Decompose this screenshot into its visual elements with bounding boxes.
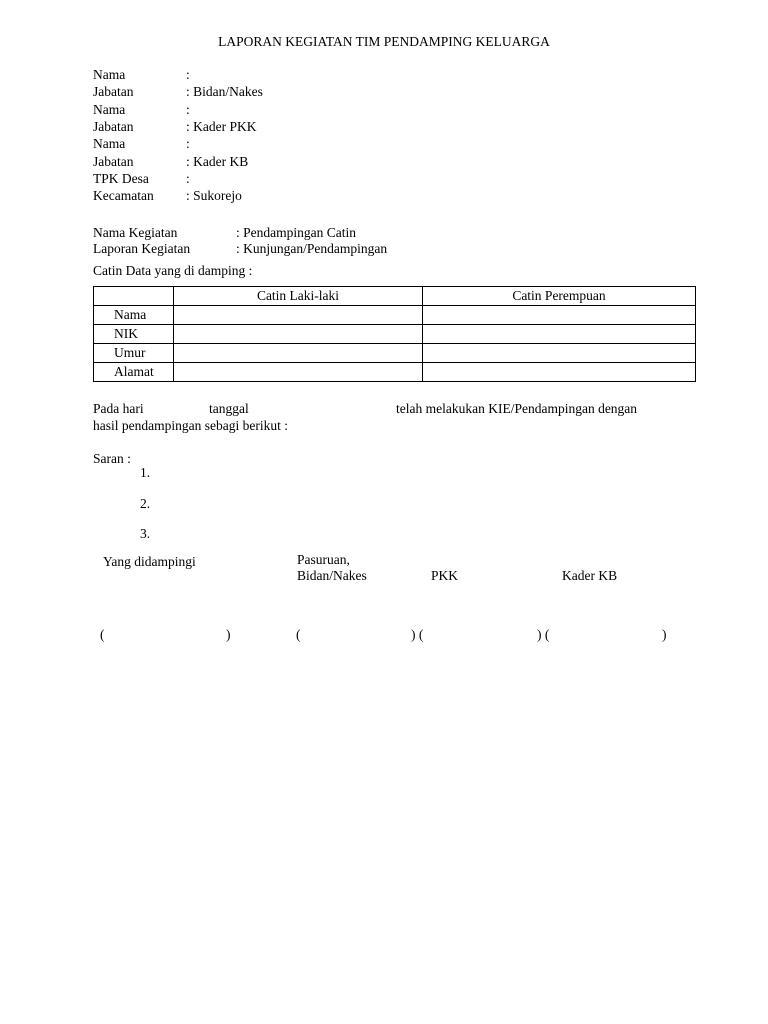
table-row-label: Umur bbox=[94, 344, 174, 363]
table-row bbox=[94, 306, 696, 325]
signature-bracket: ( bbox=[296, 627, 301, 642]
table-header-cell bbox=[94, 287, 174, 306]
kegiatan-label: Laporan Kegiatan bbox=[93, 241, 191, 256]
table-cell bbox=[174, 325, 423, 344]
table-cell bbox=[174, 306, 423, 325]
kegiatan-value: : Kunjungan/Pendampingan bbox=[236, 241, 388, 256]
identity-label: Kecamatan bbox=[93, 188, 154, 203]
identity-label: Nama bbox=[93, 136, 126, 151]
paragraph-line2: hasil pendampingan sebagi berikut : bbox=[93, 418, 288, 433]
table-row bbox=[94, 325, 696, 344]
signature-yang-didampingi: Yang didampingi bbox=[103, 554, 196, 569]
table-row bbox=[94, 344, 696, 363]
signature-bracket: ( bbox=[100, 627, 105, 642]
identity-label: Jabatan bbox=[93, 84, 134, 99]
table-cell bbox=[423, 325, 696, 344]
saran-item: 1. bbox=[140, 465, 151, 480]
document-title: LAPORAN KEGIATAN TIM PENDAMPING KELUARGA bbox=[218, 34, 550, 49]
table-header-cell: Catin Perempuan bbox=[423, 287, 696, 306]
saran-item: 3. bbox=[140, 526, 151, 541]
table-cell bbox=[174, 363, 423, 382]
pada-hari-text: Pada hari bbox=[93, 401, 144, 416]
table-row-label: Alamat bbox=[94, 363, 174, 382]
signature-bracket: ) bbox=[226, 627, 231, 642]
catin-heading: Catin Data yang di damping : bbox=[93, 263, 253, 278]
signature-bidan: Bidan/Nakes bbox=[297, 568, 367, 583]
signature-place: Pasuruan, bbox=[297, 552, 350, 567]
saran-label: Saran : bbox=[93, 451, 131, 466]
table-cell bbox=[423, 363, 696, 382]
table-header-row bbox=[94, 287, 696, 306]
tanggal-text: tanggal bbox=[209, 401, 249, 416]
table-row-label: NIK bbox=[94, 325, 174, 344]
identity-value: : bbox=[186, 136, 190, 151]
identity-value: : Kader KB bbox=[186, 154, 249, 169]
identity-label: TPK Desa bbox=[93, 171, 149, 186]
signature-bracket: ) bbox=[662, 627, 667, 642]
identity-value: : bbox=[186, 67, 190, 82]
saran-item: 2. bbox=[140, 496, 151, 511]
signature-bracket: ) ( bbox=[411, 627, 424, 642]
identity-label: Jabatan bbox=[93, 119, 134, 134]
signature-pkk: PKK bbox=[431, 568, 459, 583]
signature-bracket: ) ( bbox=[537, 627, 550, 642]
table-row bbox=[94, 363, 696, 382]
identity-value: : Kader PKK bbox=[186, 119, 257, 134]
identity-label: Nama bbox=[93, 67, 126, 82]
table-row-label: Nama bbox=[94, 306, 174, 325]
table-cell bbox=[423, 344, 696, 363]
catin-table bbox=[93, 286, 696, 382]
identity-value: : Sukorejo bbox=[186, 188, 242, 203]
identity-label: Jabatan bbox=[93, 154, 134, 169]
signature-kader-kb: Kader KB bbox=[562, 568, 618, 583]
kegiatan-value: : Pendampingan Catin bbox=[236, 225, 356, 240]
identity-value: : Bidan/Nakes bbox=[186, 84, 263, 99]
kegiatan-label: Nama Kegiatan bbox=[93, 225, 178, 240]
table-cell bbox=[423, 306, 696, 325]
telah-text: telah melakukan KIE/Pendampingan dengan bbox=[396, 401, 638, 416]
identity-value: : bbox=[186, 102, 190, 117]
identity-value: : bbox=[186, 171, 190, 186]
table-cell bbox=[174, 344, 423, 363]
identity-label: Nama bbox=[93, 102, 126, 117]
table-header-cell: Catin Laki-laki bbox=[174, 287, 423, 306]
